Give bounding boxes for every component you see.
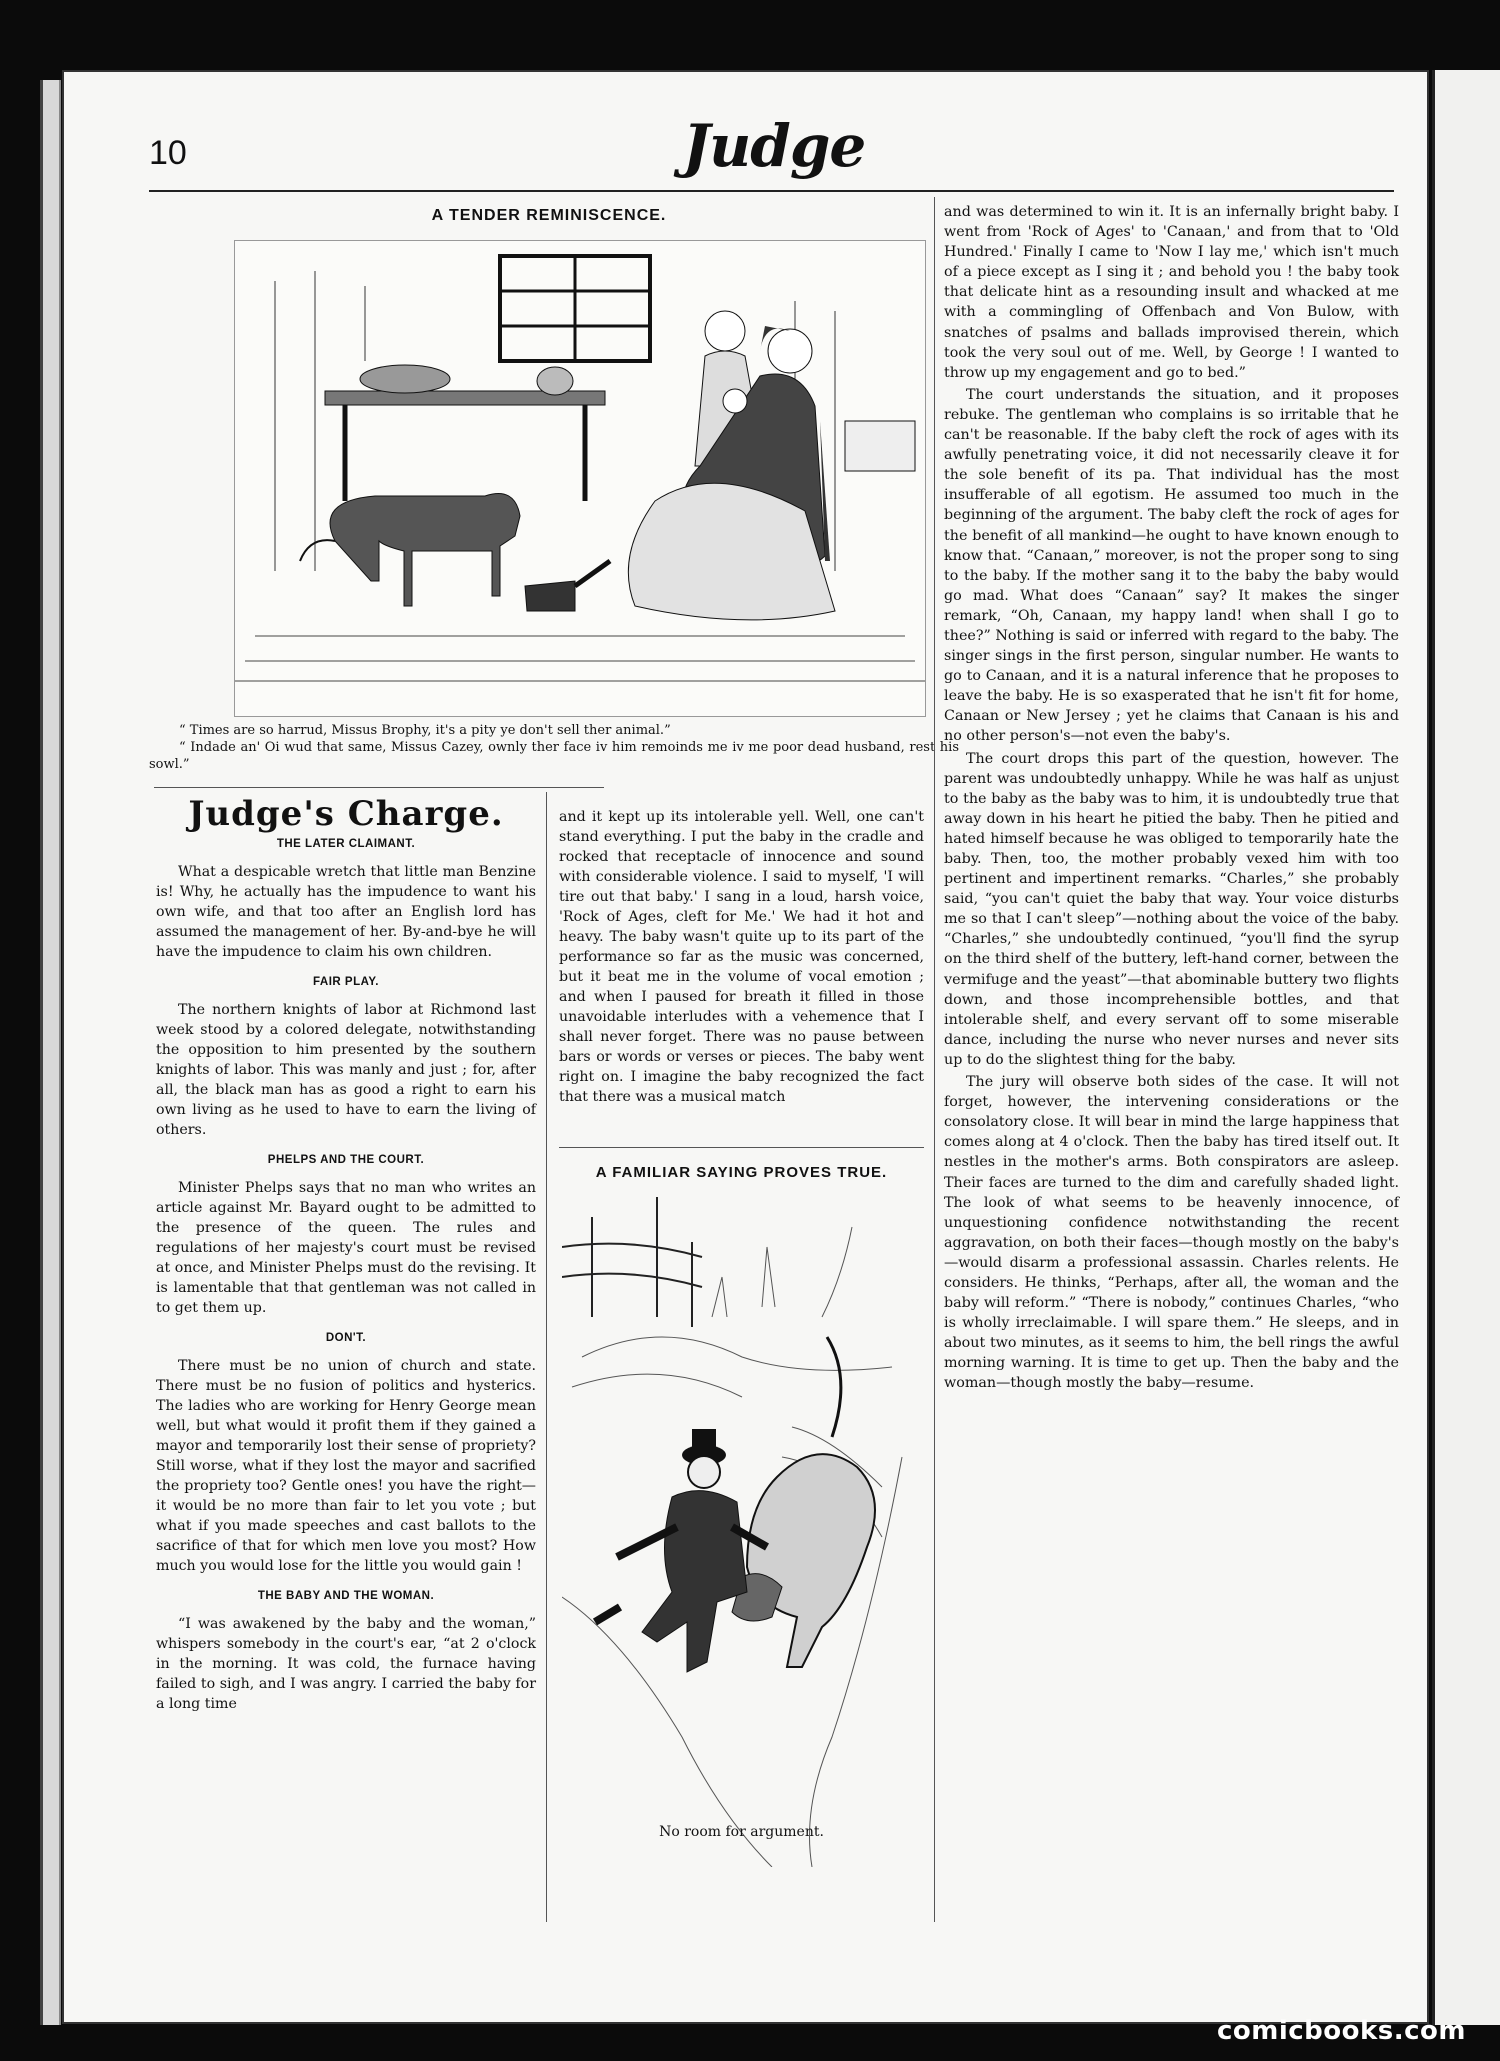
charge-title: Judge's Charge. bbox=[188, 794, 504, 834]
column-2 bbox=[559, 807, 924, 1109]
section-head-dont: DON'T. bbox=[325, 1332, 367, 1344]
column-3-p3: The court drops this part of the question, however. The parent was undoubtedly unhappy. While he was half as unjust to the baby as the baby was to him, it is undoubtedly true that away down in his heart he pitied the baby. Then he pitied and hated himself because he was obliged to temporarily hate the baby. Then, too, the mother probably vexed him with too pertinent and impertinent remarks. “Charles,” she probably said, “you can't quiet the baby that way. Your voice disturbs me so that I can't sleep”—nothing about the voice of the baby. “Charles,” she undoubtedly continued, “you'll find the syrup on the third shelf of the buttery, left-hand corner, between the vermifuge and the yeast”—that abominable buttery two flights down, and those incomprehensible bottles, and that intolerable shelf, and every servant off to some miserable dance, including the nurse who never nurses and never sits up to do the slightest thing for the baby. bbox=[944, 750, 1399, 1068]
header-rule bbox=[149, 190, 1394, 192]
phelps-body: Minister Phelps says that no man who writes an article against Mr. Bayard ought to be admitted to the presence of the queen. The rules and regulations of her majesty's court must be revised at once, and Minister Phelps must do the revising. It is lamentable that that gentleman was not called in to get them up. bbox=[156, 1180, 536, 1316]
column-rule-2 bbox=[934, 197, 935, 1922]
column-3 bbox=[944, 202, 1399, 1396]
cartoon-rule bbox=[559, 1147, 924, 1148]
fair-play-body: The northern knights of labor at Richmond last week stood by a colored delegate, notwithstanding the opposition to him presented by the southern knights of labor. This was manly and just ; for, after all, the black man has as good a right to earn his own living as he used to have to earn the living of others. bbox=[156, 1002, 536, 1138]
tender-caption bbox=[149, 722, 959, 773]
column-3-p1: and was determined to win it. It is an infernally bright baby. I went from 'Rock of Ages' to 'Canaan,' and from that to 'Old Hundred.' Finally I came to 'Now I lay me,' which isn't much of a piece except as I sing it ; and behold you ! the baby took that delicate hint as a resounding insult and whacked at me with a commingling of Offenbach and Von Bulow, with snatches of psalms and ballads improvised therein, which took the very soul out of me. Well, by George ! I wanted to throw up my engagement and go to bed.” bbox=[944, 204, 1399, 381]
binding-edge bbox=[40, 80, 61, 2025]
page-number: 10 bbox=[149, 134, 187, 172]
tender-illustration bbox=[234, 240, 926, 717]
bull-chase-drawing bbox=[562, 1197, 922, 1867]
column-3-p2: The court understands the situation, and it proposes rebuke. The gentleman who complains is so irritable that he can't be reasonable. If the baby cleft the rock of ages with its awfully penetrating voice, it did not necessarily cleave it for the sole benefit of its pa. That individual has the most insufferable of all egotism. He assumed too much in the beginning of the argument. The baby cleft the rock of ages for the benefit of all mankind—he ought to have known enough to know that. “Canaan,” moreover, is not the proper song to sing to the baby. If the mother sang it to the baby the baby would go mad. What does “Canaan” say? It makes the singer remark, “Oh, Canaan, my happy land! when shall I go to thee?” Nothing is said or inferred with regard to the baby. The singer sings in the first person, singular number. He wants to go to Canaan, and it is a natural inference that he proposes to leave the baby. He is so exasperated that he isn't fit for home, Canaan or New Jersey ; yet he claims that Canaan is his and no other person's—not even the baby's. bbox=[944, 386, 1399, 745]
column-1 bbox=[156, 794, 536, 1716]
section-head-baby-woman: THE BABY AND THE WOMAN. bbox=[257, 1590, 435, 1602]
section-head-fair-play: FAIR PLAY. bbox=[313, 976, 379, 988]
site-watermark: comicbooks.com bbox=[1216, 2016, 1466, 2046]
familiar-illustration bbox=[562, 1197, 922, 1867]
kitchen-scene-drawing bbox=[235, 241, 925, 716]
column-rule-1 bbox=[546, 792, 547, 1922]
section-head-later-claimant: THE LATER CLAIMANT. bbox=[276, 838, 416, 850]
column-2-text: and it kept up its intolerable yell. Well, one can't stand everything. I put the baby in the cradle and rocked that receptacle of innocence and sound with considerable violence. I said to myself, 'I will tire out that baby.' I sang in a loud, harsh voice, 'Rock of Ages, cleft for Me.' We had it hot and heavy. The baby wasn't quite up to its part of the performance so far as the music was concerned, but it beat me in the volume of vocal emotion ; and when I paused for breath it filled in those unavoidable interludes with a vehemence that I shall never forget. There was no pause between bars or words or verses or pieces. The baby went right on. I imagine the baby recognized the fact that there was a musical match bbox=[559, 809, 924, 1105]
adjacent-page-edge bbox=[1432, 70, 1500, 2025]
masthead-logo: Judge bbox=[682, 112, 866, 180]
familiar-caption: No room for argument. bbox=[659, 1824, 824, 1840]
familiar-title: A FAMILIAR SAYING PROVES TRUE. bbox=[595, 1164, 888, 1181]
tender-caption-line1: “ Times are so harrud, Missus Brophy, it's a pity ye don't sell ther animal.” bbox=[179, 723, 671, 738]
dont-body: There must be no union of church and state. There must be no fusion of politics and hysterics. The ladies who are working for Henry George mean well, but what would it profit them if they gained a mayor and temporarily lost their sense of propriety? Still worse, what if they lost the mayor and sacrified the propriety too? Gentle ones! you have the right—it would be no more than fair to let you vote ; but what if you made speeches and cast ballots to the sacrifice of that for which men love you most? How much you would lose for the little you would gain ! bbox=[156, 1358, 536, 1574]
column-3-p4: The jury will observe both sides of the case. It will not forget, however, the intervening considerations or the consolatory close. It will bear in mind the large happiness that comes along at 4 o'clock. Then the baby has tired itself out. It nestles in the mother's arms. Both conspirators are asleep. Their faces are turned to the dim and carefully shaded light. The look of what seems to be heavenly innocence, of unquestioning confidence notwithstanding the recent aggravation, on both their faces—though mostly on the baby's—would disarm a professional assassin. Charles relents. He considers. He thinks, “Perhaps, after all, the woman and the baby will reform.” “There is nobody,” continues Charles, “who is wholly irreclaimable. I will spare them.” He sleeps, and in about two minutes, as it seems to him, the bell rings the awful morning warning. It is time to get up. Then the baby and the woman—though mostly the baby—resume. bbox=[944, 1074, 1399, 1392]
baby-woman-body: “I was awakened by the baby and the woman,” whispers somebody in the court's ear, “at 2 o'clock in the morning. It was cold, the furnace having failed to sigh, and I was angry. I carried the baby for a long time bbox=[156, 1616, 536, 1712]
magazine-page bbox=[62, 70, 1429, 2024]
section-rule bbox=[154, 787, 604, 788]
tender-title: A TENDER REMINISCENCE. bbox=[431, 207, 667, 224]
tender-caption-line2: “ Indade an' Oi wud that same, Missus Cazey, ownly ther face iv him remoinds me iv me poor dead husband, rest his sowl.” bbox=[149, 740, 959, 772]
section-head-phelps: PHELPS AND THE COURT. bbox=[267, 1154, 425, 1166]
later-claimant-body: What a despicable wretch that little man Benzine is! Why, he actually has the impudence to want his own wife, and that too after an English lord has assumed the management of her. By-and-bye he will have the impudence to claim his own children. bbox=[156, 864, 536, 960]
